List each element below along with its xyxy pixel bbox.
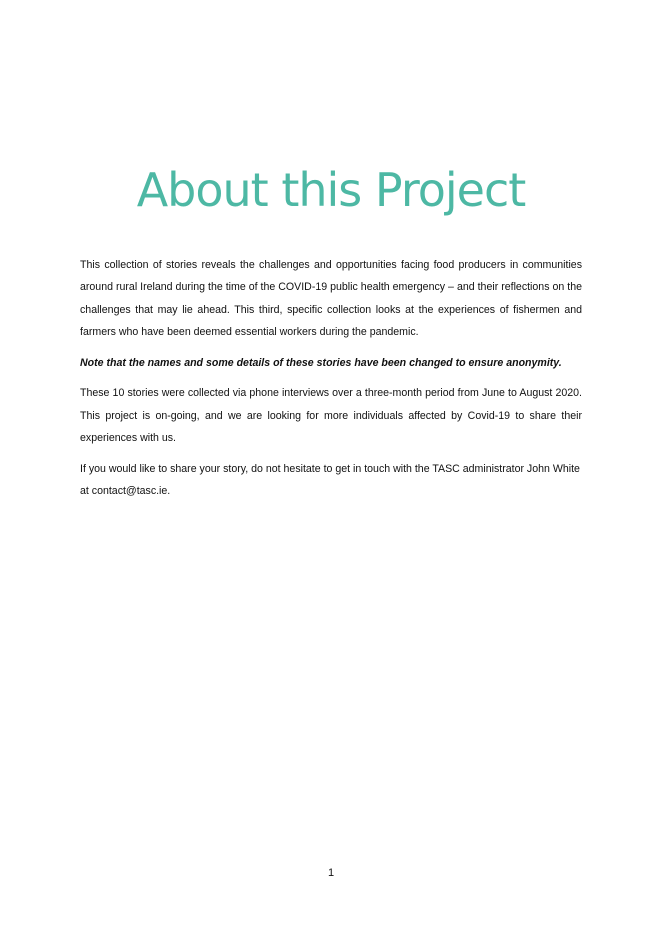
intro-paragraph: This collection of stories reveals the challenges and opportunities facing food producers in communities around rural Ireland during the time of the COVID-19 public health emergency – and their reflections on the challenges that may lie ahead. This third, specific collection looks at the experiences of fishermen and farmers who have been deemed essential workers during the pandemic. [80, 259, 582, 338]
page-number: 1 [327, 867, 335, 879]
body-text [80, 254, 582, 511]
page-title: About this Project [136, 163, 526, 217]
anonymity-note: Note that the names and some details of these stories have been changed to ensure anonymity. [80, 356, 562, 369]
collection-paragraph: These 10 stories were collected via phone interviews over a three-month period from June to August 2020. This project is on-going, and we are looking for more individuals affected by Covid-19 to share their experiences with us. [80, 387, 582, 445]
contact-paragraph: If you would like to share your story, do not hesitate to get in touch with the TASC administrator John White at contact@tasc.ie. [80, 462, 580, 498]
